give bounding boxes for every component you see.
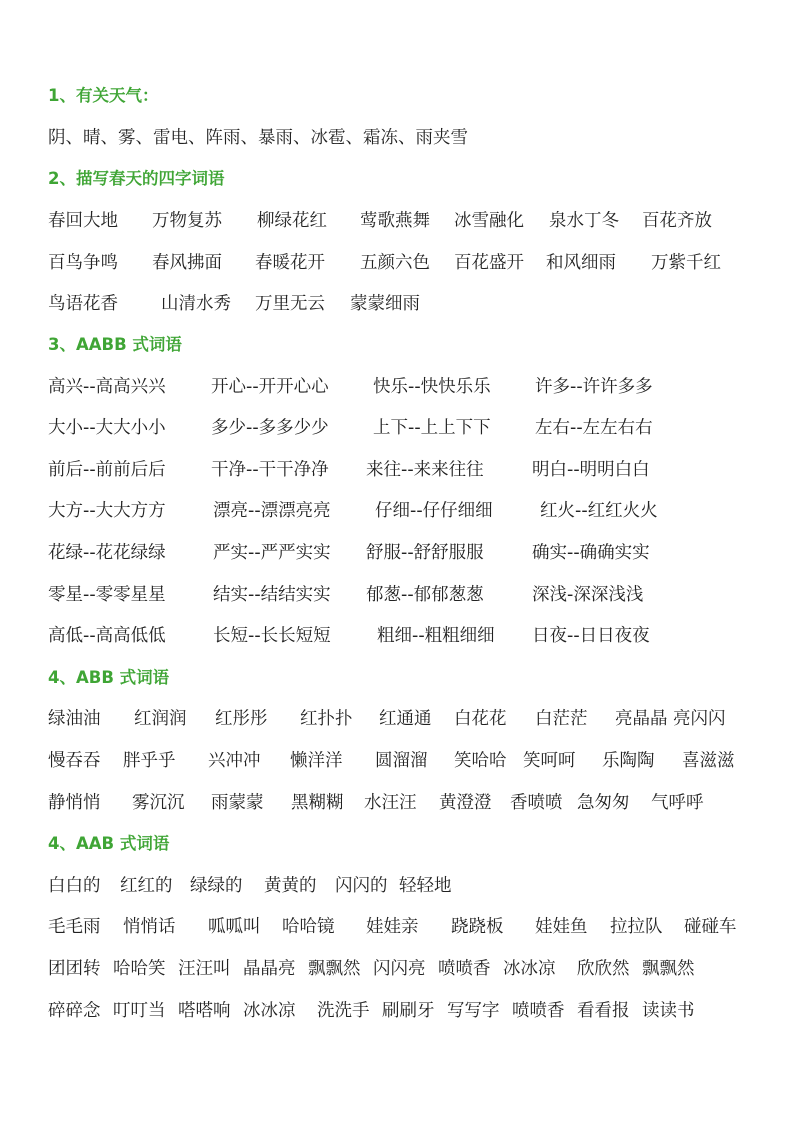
aabb-word: 长短--长长短短 — [213, 626, 331, 646]
abb-word: 白茫茫 — [535, 709, 588, 729]
abb-word: 笑呵呵 — [523, 751, 576, 771]
aabb-word: 结实--结结实实 — [213, 585, 331, 605]
aab-word: 读读书 — [642, 1001, 695, 1021]
spring-word: 春回大地 — [48, 211, 118, 231]
abb-word: 香喷喷 — [510, 793, 563, 813]
aab-word: 轻轻地 — [399, 876, 452, 896]
aabb-word: 红火--红红火火 — [540, 501, 658, 521]
aabb-word: 仔细--仔仔细细 — [375, 501, 493, 521]
aab-word: 悄悄话 — [123, 917, 176, 937]
abb-word: 乐陶陶 — [602, 751, 655, 771]
aabb-word: 多少--多多少少 — [211, 418, 329, 438]
aab-word: 团团转 — [48, 959, 101, 979]
aab-word: 喷喷香 — [512, 1001, 565, 1021]
spring-word: 万物复苏 — [152, 211, 222, 231]
aabb-word: 大方--大大方方 — [48, 501, 166, 521]
abb-word: 兴冲冲 — [208, 751, 261, 771]
abb-word: 急匆匆 — [577, 793, 630, 813]
abb-word: 红扑扑 — [300, 709, 353, 729]
aabb-word: 严实--严严实实 — [213, 543, 331, 563]
spring-word: 和风细雨 — [546, 253, 616, 273]
aabb-word: 粗细--粗粗细细 — [377, 626, 495, 646]
aab-word: 跷跷板 — [451, 917, 504, 937]
abb-word: 静悄悄 — [48, 793, 101, 813]
spring-word: 万里无云 — [255, 294, 325, 314]
abb-word: 慢吞吞 — [48, 751, 101, 771]
abb-word: 红通通 — [379, 709, 432, 729]
heading-weather: 1、有关天气： — [48, 86, 159, 105]
aabb-word: 零星--零零星星 — [48, 585, 166, 605]
aab-word: 写写字 — [447, 1001, 500, 1021]
abb-word: 白花花 — [454, 709, 507, 729]
spring-word: 山清水秀 — [161, 294, 231, 314]
abb-word: 亮闪闪 — [673, 709, 726, 729]
spring-word: 春暖花开 — [255, 253, 325, 273]
aabb-word: 日夜--日日夜夜 — [532, 626, 650, 646]
aabb-word: 明白--明明白白 — [532, 460, 650, 480]
spring-word: 泉水丁冬 — [549, 211, 619, 231]
aabb-word: 漂亮--漂漂亮亮 — [213, 501, 331, 521]
aab-word: 闪闪的 — [335, 876, 388, 896]
weather-words: 阴、晴、雾、雷电、阵雨、暴雨、冰雹、霜冻、雨夹雪 — [48, 128, 468, 148]
aab-word: 娃娃亲 — [366, 917, 419, 937]
abb-word: 红润润 — [134, 709, 187, 729]
abb-word: 气呼呼 — [651, 793, 704, 813]
aab-word: 拉拉队 — [610, 917, 663, 937]
abb-word: 笑哈哈 — [454, 751, 507, 771]
aab-word: 哈哈镜 — [282, 917, 335, 937]
aab-word: 娃娃鱼 — [535, 917, 588, 937]
aab-word: 飘飘然 — [308, 959, 361, 979]
aab-word: 欣欣然 — [577, 959, 630, 979]
spring-word: 柳绿花红 — [257, 211, 327, 231]
aab-word: 看看报 — [577, 1001, 630, 1021]
aab-word: 闪闪亮 — [373, 959, 426, 979]
aabb-word: 左右--左左右右 — [535, 418, 653, 438]
aabb-word: 高兴--高高兴兴 — [48, 377, 166, 397]
heading-aabb: 3、AABB 式词语 — [48, 335, 182, 354]
abb-word: 水汪汪 — [364, 793, 417, 813]
abb-word: 雾沉沉 — [132, 793, 185, 813]
abb-word: 圆溜溜 — [375, 751, 428, 771]
aab-word: 碎碎念 — [48, 1001, 101, 1021]
heading-abb: 4、ABB 式词语 — [48, 668, 170, 687]
aab-word: 呱呱叫 — [208, 917, 261, 937]
aabb-word: 确实--确确实实 — [532, 543, 650, 563]
aab-word: 飘飘然 — [642, 959, 695, 979]
abb-word: 黄澄澄 — [439, 793, 492, 813]
abb-word: 喜滋滋 — [682, 751, 735, 771]
aabb-word: 大小--大大小小 — [48, 418, 166, 438]
aab-word: 嗒嗒响 — [178, 1001, 231, 1021]
aab-word: 冰冰凉 — [503, 959, 556, 979]
aabb-word: 来往--来来往往 — [366, 460, 484, 480]
abb-word: 黑糊糊 — [291, 793, 344, 813]
abb-word: 红彤彤 — [215, 709, 268, 729]
spring-word: 冰雪融化 — [454, 211, 524, 231]
spring-word: 莺歌燕舞 — [360, 211, 430, 231]
aab-word: 汪汪叫 — [178, 959, 231, 979]
aab-word: 白白的 — [48, 876, 101, 896]
aab-word: 冰冰凉 — [243, 1001, 296, 1021]
aab-word: 晶晶亮 — [243, 959, 296, 979]
aab-word: 洗洗手 — [317, 1001, 370, 1021]
aab-word: 叮叮当 — [113, 1001, 166, 1021]
aab-word: 红红的 — [120, 876, 173, 896]
aabb-word: 花绿--花花绿绿 — [48, 543, 166, 563]
aabb-word: 前后--前前后后 — [48, 460, 166, 480]
abb-word: 雨蒙蒙 — [211, 793, 264, 813]
aabb-word: 干净--干干净净 — [211, 460, 329, 480]
abb-word: 亮晶晶 — [615, 709, 668, 729]
aab-word: 黄黄的 — [264, 876, 317, 896]
aab-word: 毛毛雨 — [48, 917, 101, 937]
heading-spring: 2、描写春天的四字词语 — [48, 169, 225, 188]
aabb-word: 开心--开开心心 — [211, 377, 329, 397]
aab-word: 碰碰车 — [684, 917, 737, 937]
aab-word: 绿绿的 — [190, 876, 243, 896]
aab-word: 哈哈笑 — [113, 959, 166, 979]
aabb-word: 高低--高高低低 — [48, 626, 166, 646]
aabb-word: 深浅-深深浅浅 — [532, 585, 644, 605]
abb-word: 绿油油 — [48, 709, 101, 729]
aabb-word: 舒服--舒舒服服 — [366, 543, 484, 563]
abb-word: 懒洋洋 — [290, 751, 343, 771]
spring-word: 百花齐放 — [642, 211, 712, 231]
heading-aab: 4、AAB 式词语 — [48, 834, 170, 853]
aabb-word: 许多--许许多多 — [535, 377, 653, 397]
spring-word: 春风拂面 — [152, 253, 222, 273]
spring-word: 蒙蒙细雨 — [350, 294, 420, 314]
aab-word: 喷喷香 — [438, 959, 491, 979]
aab-word: 刷刷牙 — [382, 1001, 435, 1021]
abb-word: 胖乎乎 — [123, 751, 176, 771]
spring-word: 百鸟争鸣 — [48, 253, 118, 273]
aabb-word: 上下--上上下下 — [373, 418, 491, 438]
spring-word: 鸟语花香 — [48, 294, 118, 314]
aabb-word: 快乐--快快乐乐 — [373, 377, 491, 397]
spring-word: 百花盛开 — [454, 253, 524, 273]
spring-word: 万紫千红 — [651, 253, 721, 273]
aabb-word: 郁葱--郁郁葱葱 — [366, 585, 484, 605]
spring-word: 五颜六色 — [360, 253, 430, 273]
